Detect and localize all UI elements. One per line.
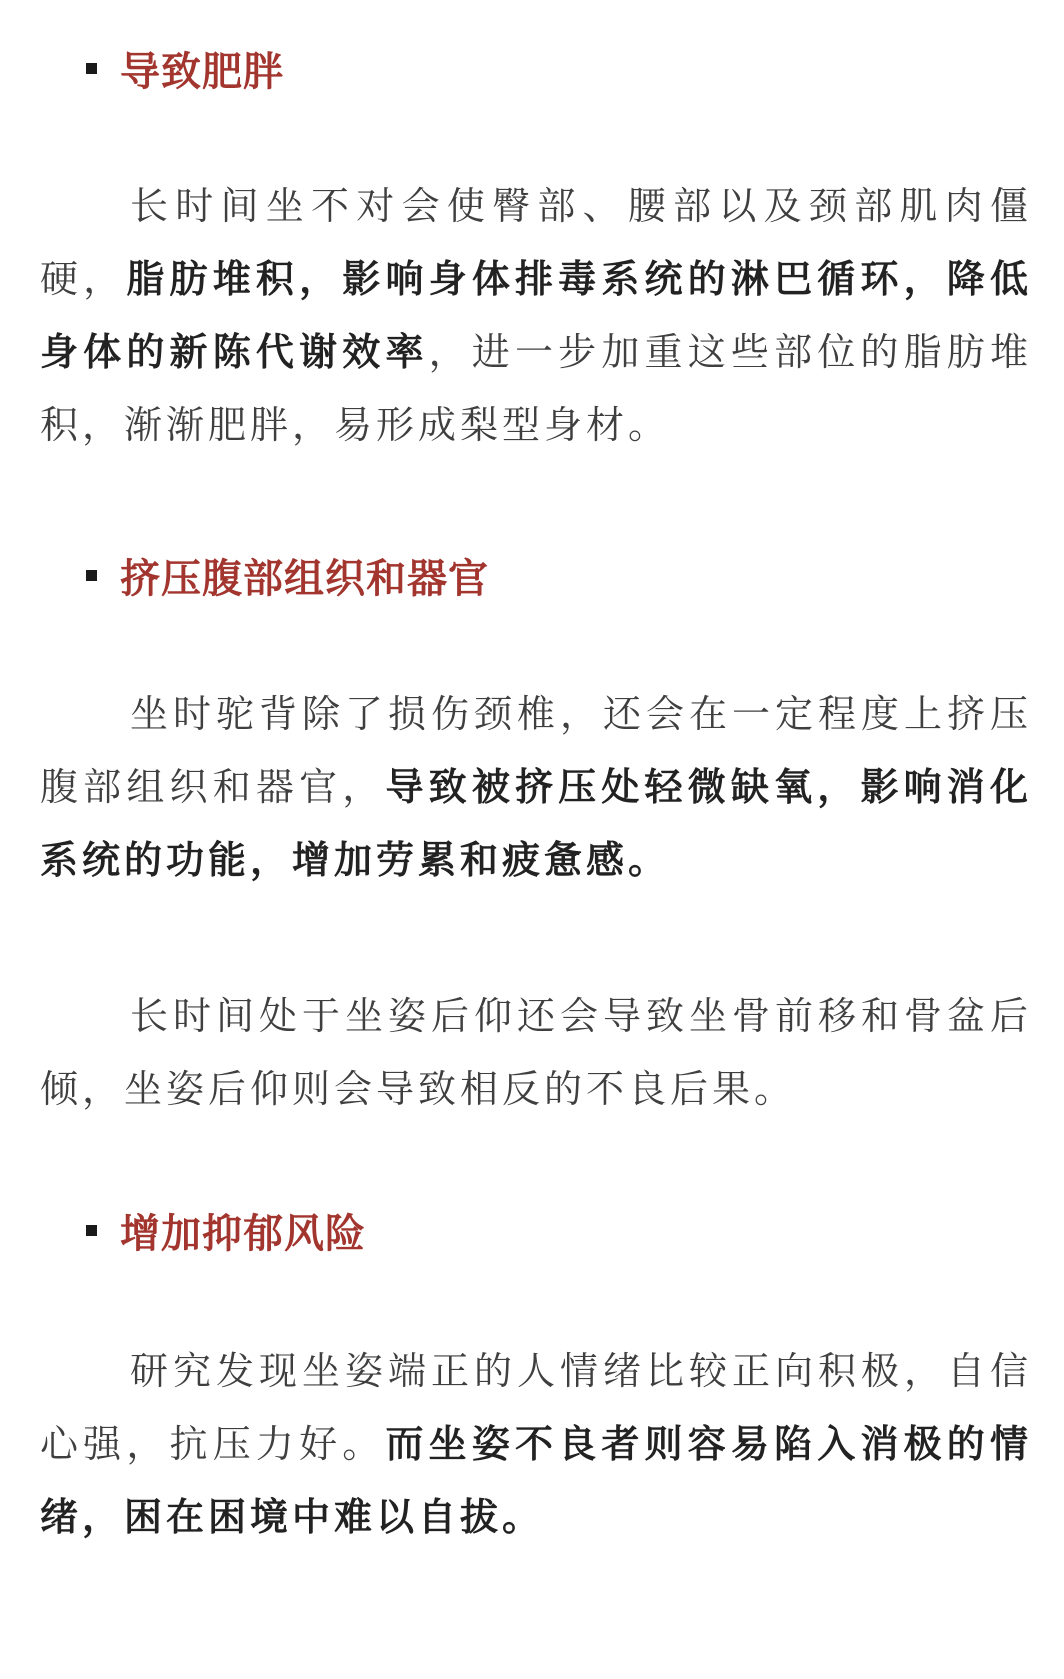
paragraph-text: 长时间处于坐姿后仰还会导致坐骨前移和骨盆后倾，坐姿后仰则会导致相反的不良后果。: [40, 994, 1032, 1111]
paragraph-text: 长时间坐不对会使臀部、腰部以及颈部肌肉僵硬，: [40, 184, 1032, 301]
paragraph-bold-text: 而坐姿不良者则容易陷入消极的情绪，困在困境中难以自拔。: [40, 1422, 1032, 1539]
section-heading-depression: [86, 1200, 366, 1260]
paragraph-abdomen: [40, 678, 1032, 897]
paragraph-posture-backward: [40, 980, 1032, 1126]
paragraph-obesity: [40, 170, 1032, 462]
paragraph-bold-text: 导致被挤压处轻微缺氧，影响消化系统的功能，增加劳累和疲惫感。: [40, 765, 1032, 882]
section-heading-text: 导致肥胖: [120, 48, 284, 95]
square-bullet-icon: [86, 570, 97, 581]
paragraph-text: 坐时驼背除了损伤颈椎，还会在一定程度上挤压腹部组织和器官，: [40, 692, 1032, 809]
paragraph-depression: [40, 1335, 1032, 1554]
section-heading-text: 增加抑郁风险: [120, 1210, 366, 1257]
paragraph-bold-text: 脂肪堆积，影响身体排毒系统的淋巴循环，降低身体的新陈代谢效率: [40, 257, 1032, 374]
paragraph-text: 研究发现坐姿端正的人情绪比较正向积极，自信心强，抗压力好。: [40, 1349, 1032, 1466]
section-heading-abdomen: [86, 545, 489, 605]
square-bullet-icon: [86, 1225, 97, 1236]
square-bullet-icon: [86, 63, 97, 74]
paragraph-text: ，进一步加重这些部位的脂肪堆积，渐渐肥胖，易形成梨型身材。: [40, 330, 1032, 447]
section-heading-obesity: [86, 38, 284, 98]
section-heading-text: 挤压腹部组织和器官: [120, 555, 489, 602]
